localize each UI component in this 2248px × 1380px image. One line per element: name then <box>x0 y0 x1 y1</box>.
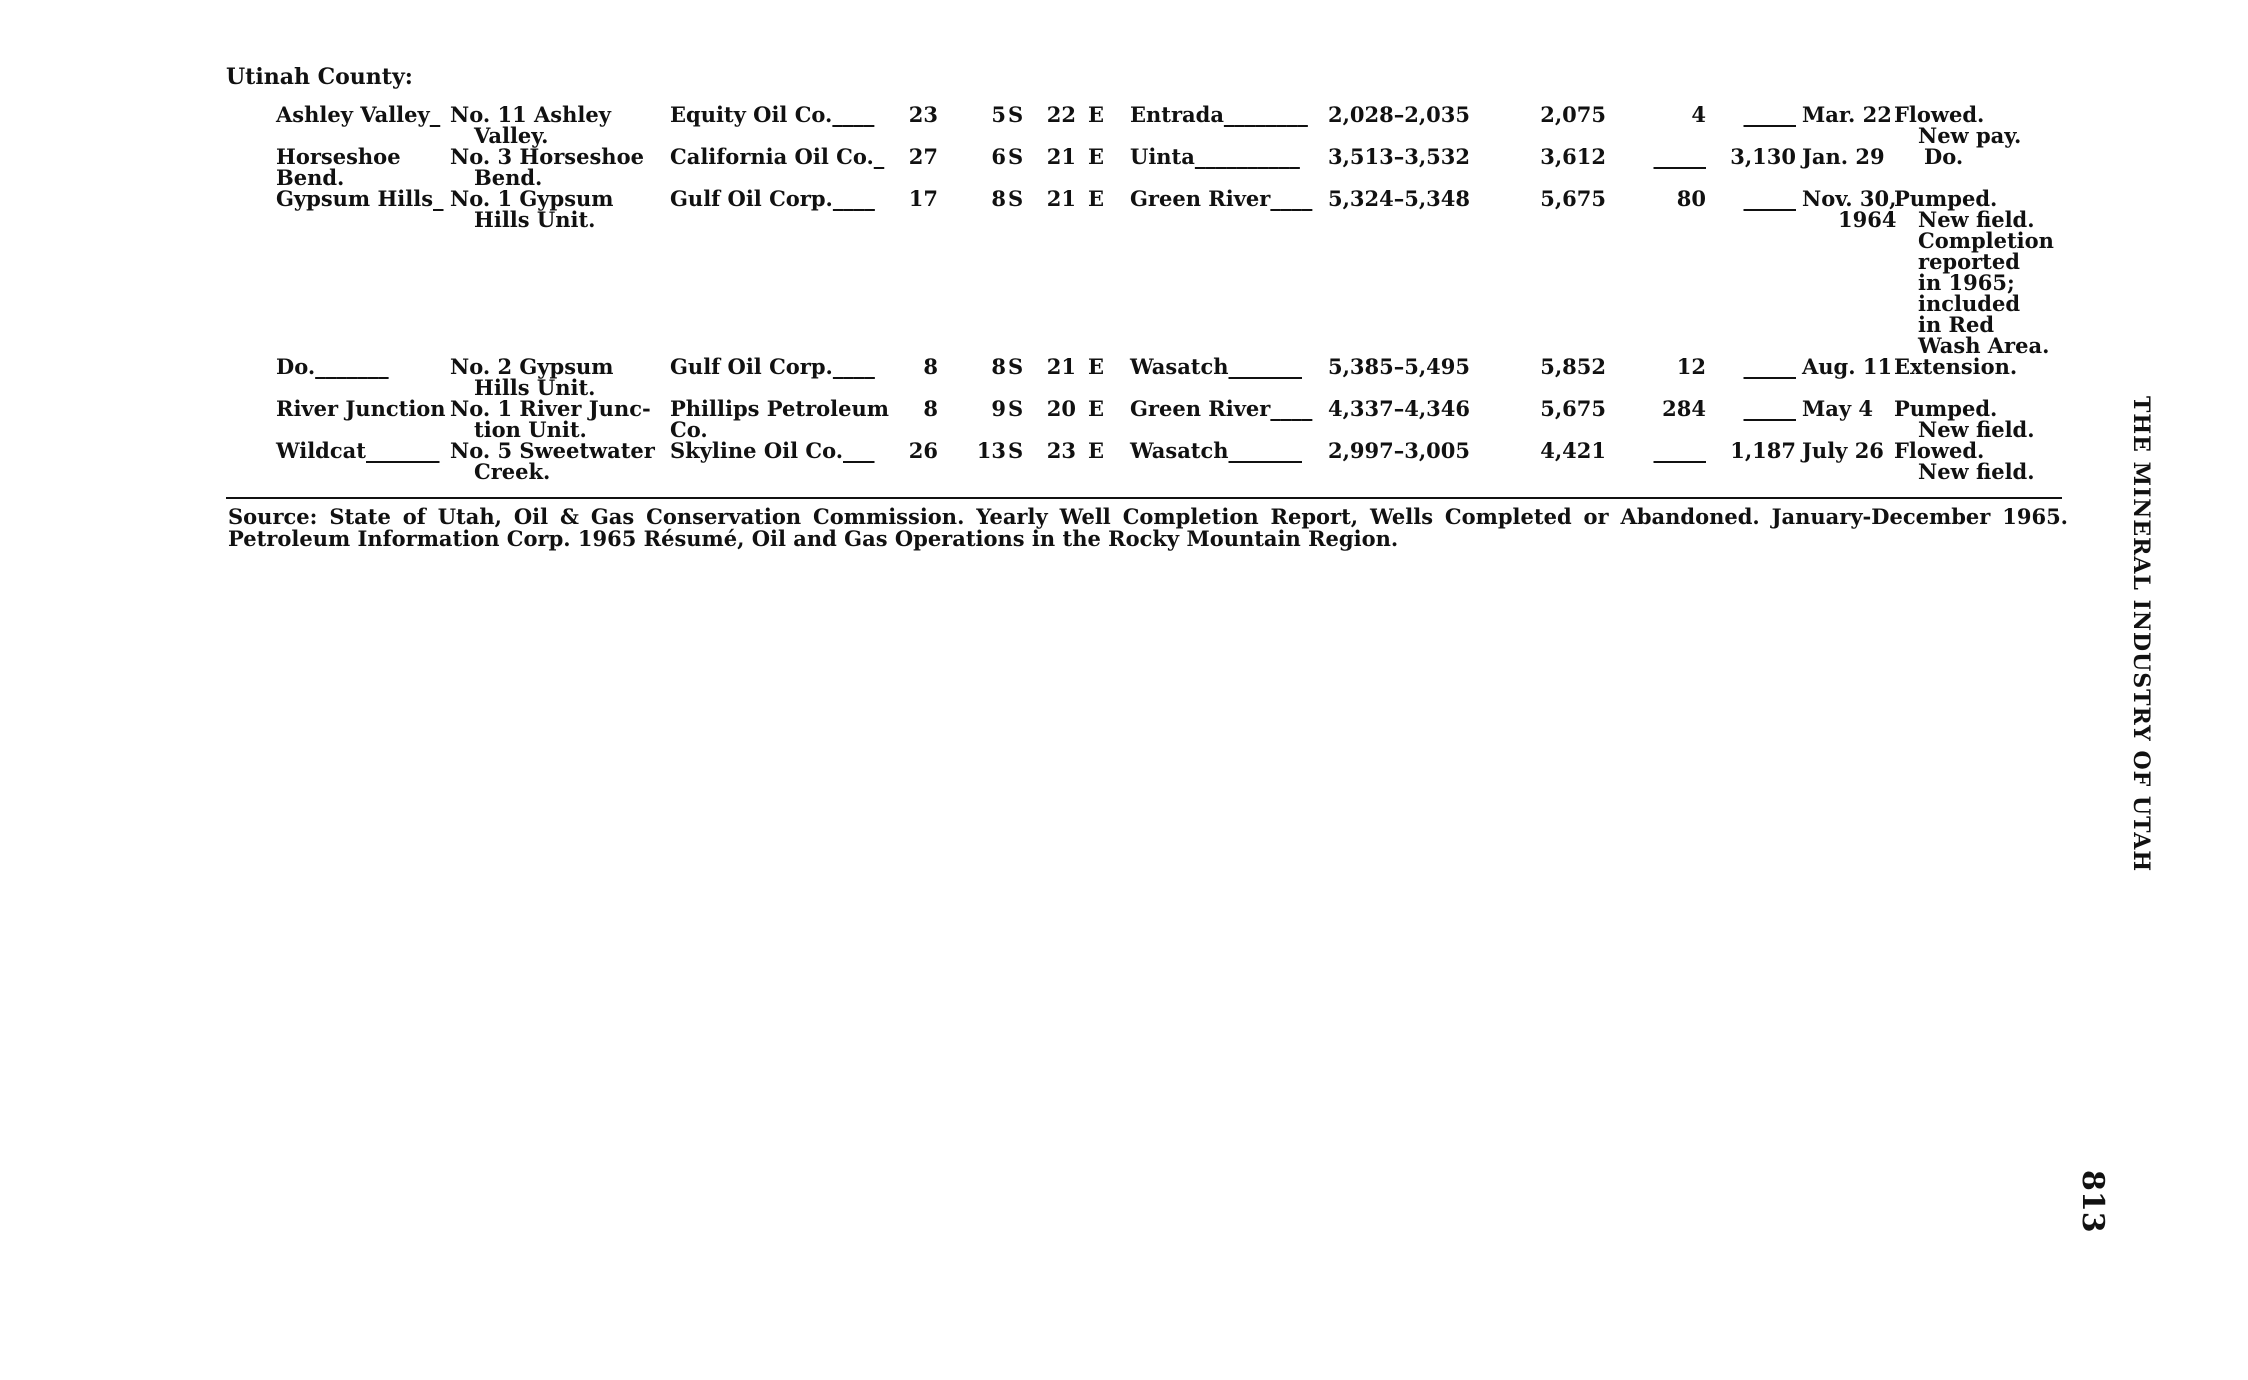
cell-depth: 4,421 <box>1540 438 1606 463</box>
cell-well: No. 3 Horseshoe <box>450 144 644 169</box>
cell-depth: 5,852 <box>1540 354 1606 379</box>
cell-well: Valley. <box>474 123 549 148</box>
cell-interval: 3,513–3,532 <box>1327 144 1470 169</box>
cell-remarks: Do. <box>1924 144 1964 169</box>
cell-oil: 284 <box>1662 396 1706 421</box>
cell-oil: 12 <box>1676 354 1706 379</box>
cell-remarks: New field. <box>1918 207 2035 232</box>
cell-section: 17 <box>908 186 938 211</box>
cell-township: 5 <box>991 102 1006 127</box>
cell-field: River Junction <box>276 396 446 421</box>
cell-interval: 5,324–5,348 <box>1327 186 1470 211</box>
cell-oil: 4 <box>1691 102 1706 127</box>
cell-township: 8 <box>991 186 1006 211</box>
cell-range: 22 <box>1046 102 1076 127</box>
cell-well: No. 11 Ashley <box>450 102 611 127</box>
cell-field: Bend. <box>276 165 345 190</box>
cell-section: 27 <box>908 144 938 169</box>
cell-remarks: Pumped. <box>1894 186 1998 211</box>
cell-date: Mar. 22 <box>1802 102 1892 127</box>
cell-formation: Entrada________ <box>1130 102 1308 127</box>
cell-formation: Green River____ <box>1130 396 1313 421</box>
cell-remarks: New field. <box>1918 459 2035 484</box>
cell-formation: Wasatch_______ <box>1130 354 1303 379</box>
cell-range: 23 <box>1046 438 1076 463</box>
cell-section: 8 <box>923 396 938 421</box>
source-rule <box>226 497 2062 499</box>
cell-interval: 5,385–5,495 <box>1327 354 1470 379</box>
cell-township: 6 <box>991 144 1006 169</box>
cell-section: 23 <box>908 102 938 127</box>
cell-operator: Gulf Oil Corp.____ <box>670 186 875 211</box>
cell-remarks: in 1965; <box>1918 270 2015 295</box>
cell-depth: 5,675 <box>1540 186 1606 211</box>
cell-field: Gypsum Hills_ <box>276 186 444 211</box>
cell-date: July 26 <box>1802 438 1884 463</box>
cell-interval: 2,028–2,035 <box>1327 102 1470 127</box>
cell-township-dir: S <box>1008 438 1024 463</box>
cell-operator: Co. <box>670 417 708 442</box>
cell-range: 20 <box>1046 396 1076 421</box>
cell-field: Do._______ <box>276 354 389 379</box>
cell-gas: _____ <box>1743 354 1796 379</box>
cell-remarks: Extension. <box>1894 354 2018 379</box>
cell-range-dir: E <box>1088 354 1105 379</box>
page-number: 813 <box>2075 1170 2110 1233</box>
cell-remarks: included <box>1918 291 2021 316</box>
cell-well: Creek. <box>474 459 551 484</box>
cell-oil: _____ <box>1653 438 1706 463</box>
cell-interval: 4,337–4,346 <box>1327 396 1470 421</box>
cell-range-dir: E <box>1088 102 1105 127</box>
county-heading: Utinah County: <box>226 64 413 90</box>
cell-range-dir: E <box>1088 438 1105 463</box>
cell-well: Bend. <box>474 165 543 190</box>
cell-field: Ashley Valley_ <box>276 102 441 127</box>
cell-date: Aug. 11 <box>1802 354 1893 379</box>
cell-well: No. 1 River Junc- <box>450 396 651 421</box>
cell-township: 9 <box>991 396 1006 421</box>
cell-range: 21 <box>1046 354 1076 379</box>
cell-date: Jan. 29 <box>1802 144 1885 169</box>
cell-range-dir: E <box>1088 144 1105 169</box>
cell-township-dir: S <box>1008 144 1024 169</box>
cell-well: Hills Unit. <box>474 207 596 232</box>
cell-township-dir: S <box>1008 186 1024 211</box>
cell-date: Nov. 30, <box>1802 186 1897 211</box>
cell-township-dir: S <box>1008 354 1024 379</box>
cell-remarks: Completion <box>1918 228 2054 253</box>
cell-formation: Uinta__________ <box>1130 144 1300 169</box>
cell-well: No. 1 Gypsum <box>450 186 614 211</box>
cell-township: 8 <box>991 354 1006 379</box>
cell-remarks: New field. <box>1918 417 2035 442</box>
cell-remarks: Flowed. <box>1894 438 1985 463</box>
cell-remarks: in Red <box>1918 312 1995 337</box>
cell-range-dir: E <box>1088 186 1105 211</box>
cell-range-dir: E <box>1088 396 1105 421</box>
cell-township-dir: S <box>1008 396 1024 421</box>
cell-formation: Green River____ <box>1130 186 1313 211</box>
cell-depth: 5,675 <box>1540 396 1606 421</box>
cell-remarks: Flowed. <box>1894 102 1985 127</box>
cell-operator: Phillips Petroleum <box>670 396 889 421</box>
cell-gas: _____ <box>1743 102 1796 127</box>
cell-gas: 3,130 <box>1730 144 1796 169</box>
cell-section: 8 <box>923 354 938 379</box>
cell-well: No. 5 Sweetwater <box>450 438 655 463</box>
cell-formation: Wasatch_______ <box>1130 438 1303 463</box>
cell-oil: _____ <box>1653 144 1706 169</box>
cell-section: 26 <box>908 438 938 463</box>
cell-field: Horseshoe <box>276 144 401 169</box>
cell-gas: _____ <box>1743 186 1796 211</box>
cell-township: 13 <box>976 438 1006 463</box>
cell-remarks: New pay. <box>1918 123 2022 148</box>
cell-depth: 2,075 <box>1540 102 1606 127</box>
cell-date: 1964 <box>1838 207 1897 232</box>
cell-date: May 4 <box>1802 396 1873 421</box>
cell-remarks: Wash Area. <box>1918 333 2050 358</box>
source-note: Source: State of Utah, Oil & Gas Conservation Commission. Yearly Well Completion Report, Wells Completed or Abandoned. January-December 1965. Petroleum Information Corp. 1965 Résumé, Oil and Gas Operations in the Rocky Mountain Region. <box>228 504 2068 551</box>
cell-operator: Skyline Oil Co.___ <box>670 438 875 463</box>
cell-operator: California Oil Co._ <box>670 144 885 169</box>
cell-well: No. 2 Gypsum <box>450 354 614 379</box>
cell-well: tion Unit. <box>474 417 587 442</box>
cell-field: Wildcat_______ <box>276 438 440 463</box>
cell-oil: 80 <box>1676 186 1706 211</box>
cell-range: 21 <box>1046 186 1076 211</box>
cell-operator: Equity Oil Co.____ <box>670 102 875 127</box>
cell-depth: 3,612 <box>1540 144 1606 169</box>
cell-township-dir: S <box>1008 102 1024 127</box>
cell-gas: 1,187 <box>1730 438 1796 463</box>
cell-gas: _____ <box>1743 396 1796 421</box>
running-title: THE MINERAL INDUSTRY OF UTAH <box>2128 396 2154 873</box>
cell-range: 21 <box>1046 144 1076 169</box>
cell-well: Hills Unit. <box>474 375 596 400</box>
cell-operator: Gulf Oil Corp.____ <box>670 354 875 379</box>
cell-interval: 2,997–3,005 <box>1327 438 1470 463</box>
cell-remarks: Pumped. <box>1894 396 1998 421</box>
cell-remarks: reported <box>1918 249 2020 274</box>
